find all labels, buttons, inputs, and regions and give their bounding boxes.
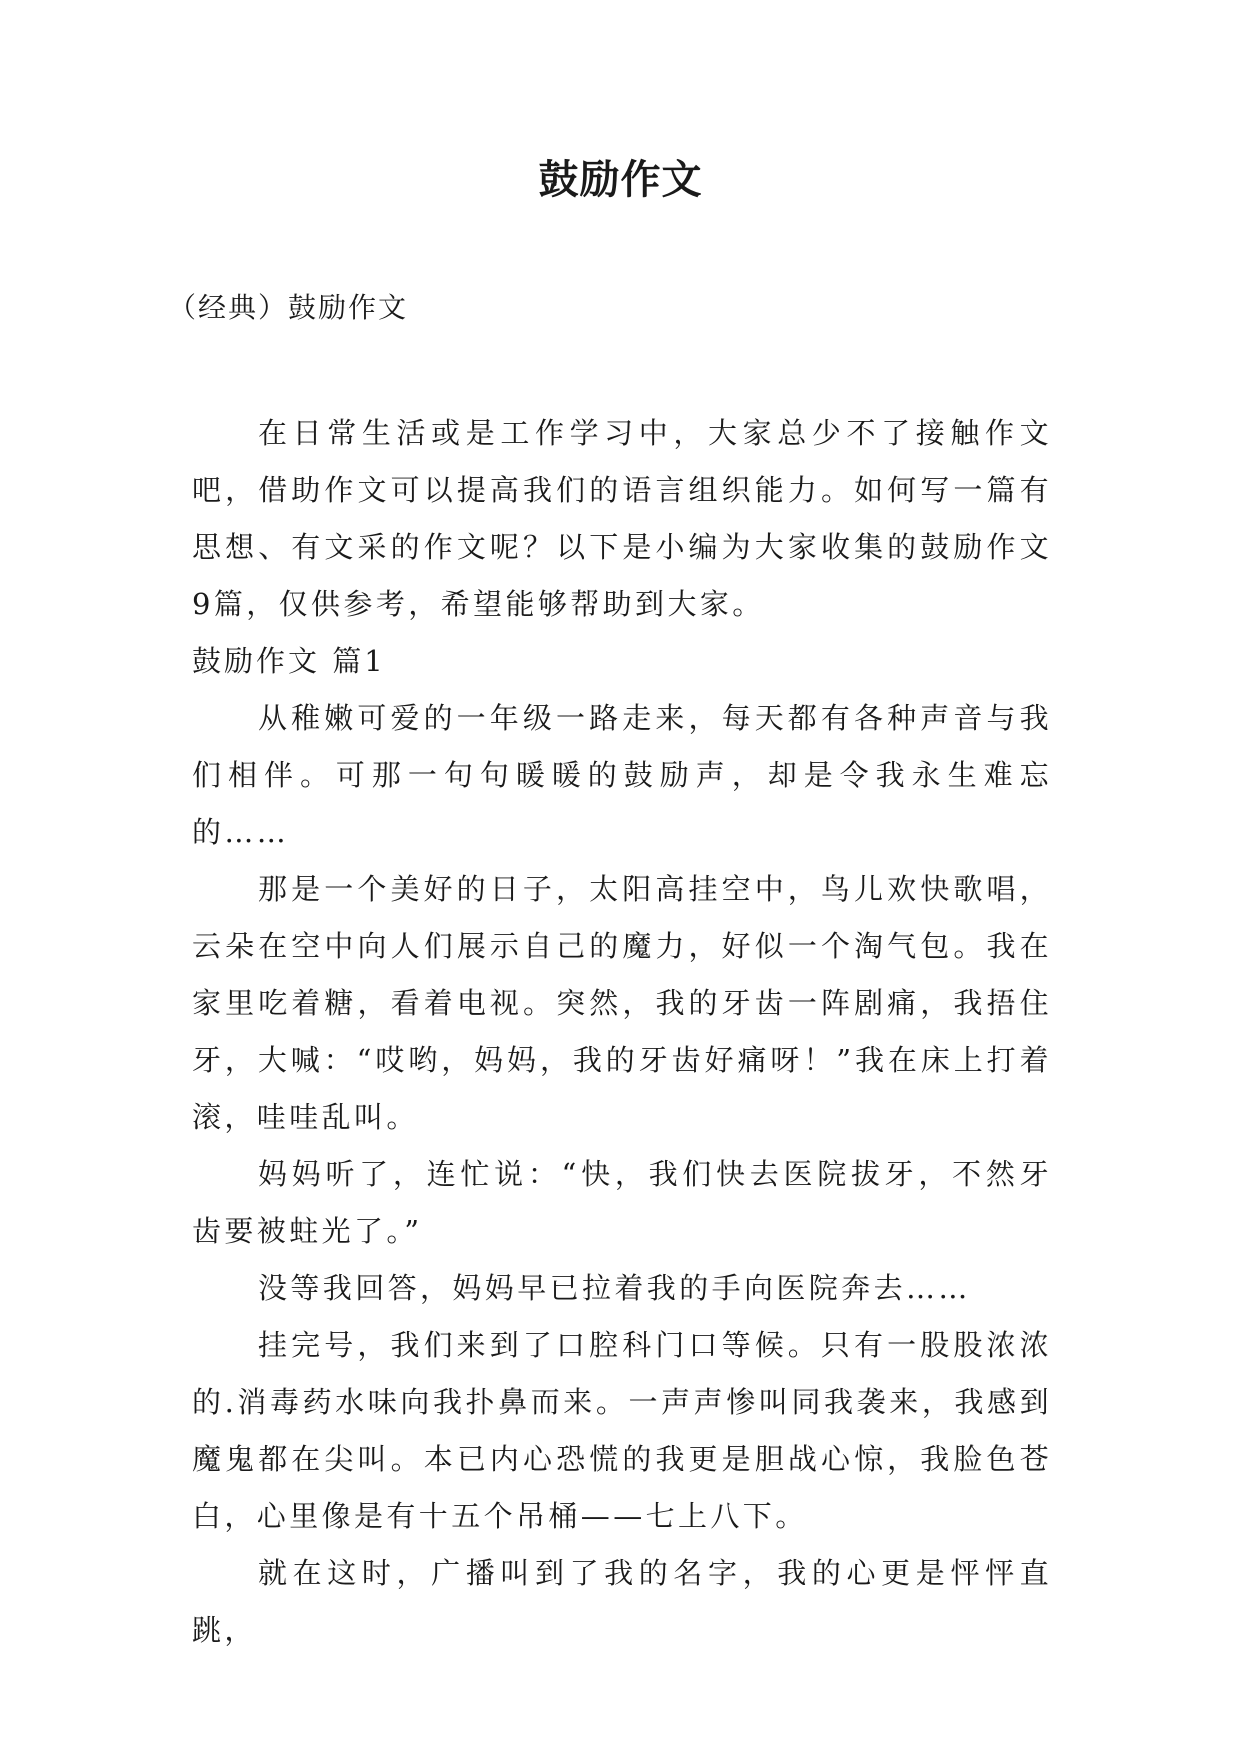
paragraph: 那是一个美好的日子，太阳高挂空中，鸟儿欢快歌唱，云朵在空中向人们展示自己的魔力，好似一个淘气包。我在家里吃着糖，看着电视。突然，我的牙齿一阵剧痛，我捂住牙，大喊：“哎哟，妈妈，我的牙齿好痛呀！”我在床上打着滚，哇哇乱叫。 bbox=[192, 872, 1052, 1134]
document-body bbox=[192, 405, 1052, 1659]
paragraph: 妈妈听了，连忙说：“快，我们快去医院拔牙，不然牙齿要被蛀光了。” bbox=[192, 1157, 1052, 1248]
paragraph: 没等我回答，妈妈早已拉着我的手向医院奔去…… bbox=[258, 1271, 971, 1305]
paragraph: 挂完号，我们来到了口腔科门口等候。只有一股股浓浓的.消毒药水味向我扑鼻而来。一声声惨叫同我袭来，我感到魔鬼都在尖叫。本已内心恐慌的我更是胆战心惊，我脸色苍白，心里像是有十五个吊桶——七上八下。 bbox=[192, 1328, 1052, 1533]
document-subtitle: （经典）鼓励作文 bbox=[168, 291, 409, 324]
document-title: 鼓励作文 bbox=[538, 157, 703, 203]
paragraph: 从稚嫩可爱的一年级一路走来，每天都有各种声音与我们相伴。可那一句句暖暖的鼓励声，却是令我永生难忘的…… bbox=[192, 701, 1052, 849]
paragraph-intro: 在日常生活或是工作学习中，大家总少不了接触作文吧，借助作文可以提高我们的语言组织能力。如何写一篇有思想、有文采的作文呢？以下是小编为大家收集的鼓励作文9篇，仅供参考，希望能够帮助到大家。 bbox=[192, 416, 1052, 621]
paragraph: 就在这时，广播叫到了我的名字，我的心更是怦怦直跳， bbox=[192, 1556, 1052, 1647]
section-heading: 鼓励作文 篇1 bbox=[192, 644, 386, 678]
